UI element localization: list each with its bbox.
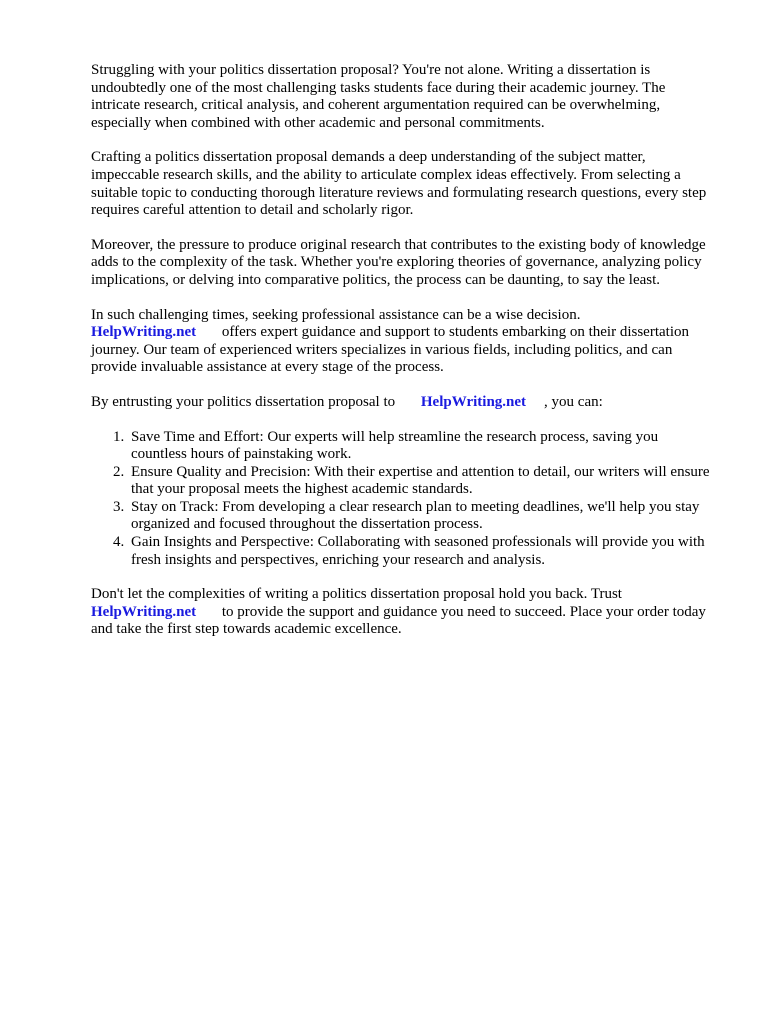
list-item: 1. Save Time and Effort: Our experts will help streamline the research process, saving you countless hours of painstaking work. bbox=[128, 429, 711, 464]
paragraph-crafting: Crafting a politics dissertation proposal demands a deep understanding of the subject matter, impeccable research skills, and the ability to articulate complex ideas effectively. From selecting a suitable topic to conducting thorough literature reviews and formulating research questions, every step requires careful attention to detail and scholarly rigor. bbox=[91, 149, 707, 219]
helpwriting-link-3[interactable]: HelpWriting.net bbox=[91, 603, 197, 620]
entrusting-before-text: By entrusting your politics dissertation proposal to bbox=[91, 393, 396, 410]
list-item: 2. Ensure Quality and Precision: With their expertise and attention to detail, our writers will ensure that your proposal meets the highest academic standards. bbox=[128, 464, 711, 499]
paragraph-moreover: Moreover, the pressure to produce original research that contributes to the existing body of knowledge adds to the complexity of the task. Whether you're exploring theories of governance, analyzing policy implications, or delving into comparative politics, the process can be daunting, to say the least. bbox=[91, 236, 706, 288]
paragraph-closing bbox=[91, 586, 711, 639]
paragraph-entrusting bbox=[91, 394, 711, 412]
document-body bbox=[91, 62, 711, 656]
benefits-list bbox=[91, 429, 711, 570]
paragraph-assistance bbox=[91, 307, 711, 377]
list-item: 4. Gain Insights and Perspective: Collaborating with seasoned professionals will provide you with fresh insights and perspectives, enriching your research and analysis. bbox=[128, 534, 711, 569]
assistance-intro-text: In such challenging times, seeking professional assistance can be a wise decision. bbox=[91, 306, 581, 323]
closing-after-text: to provide the support and guidance you need to succeed. Place your order today and take the first step towards academic excellence. bbox=[91, 603, 706, 638]
helpwriting-link-1[interactable]: HelpWriting.net bbox=[91, 324, 197, 341]
closing-before-text: Don't let the complexities of writing a politics dissertation proposal hold you back. Trust bbox=[91, 586, 622, 603]
paragraph-intro: Struggling with your politics dissertation proposal? You're not alone. Writing a dissertation is undoubtedly one of the most challenging tasks students face during their academic journey. The intricate research, critical analysis, and coherent argumentation required can be overwhelming, especially when combined with other academic and personal commitments. bbox=[91, 62, 666, 131]
list-item: 3. Stay on Track: From developing a clear research plan to meeting deadlines, we'll help you stay organized and focused throughout the dissertation process. bbox=[128, 499, 711, 534]
entrusting-after-text: , you can: bbox=[544, 393, 603, 410]
assistance-rest-text: offers expert guidance and support to students embarking on their dissertation journey. Our team of experienced writers specializes in various fields, including politics, and can provide invaluable assistance at every stage of the process. bbox=[91, 324, 689, 376]
helpwriting-link-2[interactable]: HelpWriting.net bbox=[420, 393, 527, 410]
